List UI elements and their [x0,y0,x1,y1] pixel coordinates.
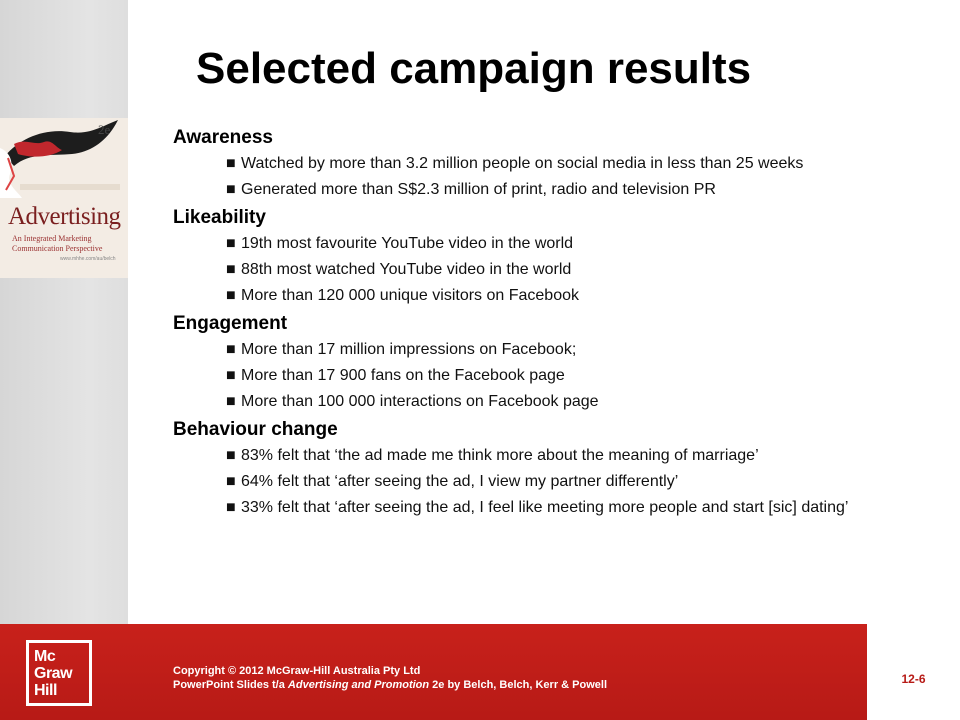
bullet-text: More than 100 000 interactions on Facebook page [241,393,599,410]
list-item [173,473,943,490]
copyright-line: Copyright © 2012 McGraw-Hill Australia Pty Ltd [173,665,421,677]
section-behaviour-change [173,419,943,516]
bullet-marker: ■ [226,499,236,516]
section-heading: Awareness [173,127,273,148]
left-sidebar [0,0,128,624]
section-heading: Behaviour change [173,419,338,440]
list-item [173,341,943,358]
bullet-text: More than 17 900 fans on the Facebook page [241,367,565,384]
bullet-text: 64% felt that ‘after seeing the ad, I view my partner differently’ [241,473,679,490]
slide-title: Selected campaign results [196,44,752,93]
bullet-text: Watched by more than 3.2 million people on social media in less than 25 weeks [241,155,804,172]
list-item [173,499,943,516]
list-item [173,447,943,464]
bullet-list [173,235,943,304]
logo-line: Graw [34,664,73,682]
section-engagement [173,313,943,410]
copyright-text [173,664,607,692]
list-item [173,287,943,304]
bullet-marker: ■ [226,261,236,278]
credits-line [173,678,607,692]
bullet-marker: ■ [226,447,236,464]
page-number: 12-6 [901,672,926,686]
bullet-marker: ■ [226,473,236,490]
book-title: Advertising and Promotion [287,679,430,691]
slide-content [173,127,943,525]
section-likeability [173,207,943,304]
section-heading: Engagement [173,313,288,334]
bullet-list [173,447,943,516]
bullet-text: 83% felt that ‘the ad made me think more about the meaning of marriage’ [241,447,759,464]
bullet-text: Generated more than S$2.3 million of print, radio and television PR [241,181,716,198]
bullet-text: 88th most watched YouTube video in the world [241,261,572,278]
bullet-marker: ■ [226,287,236,304]
bullet-marker: ■ [226,181,236,198]
cover-title: Advertising [8,203,121,230]
cover-edition: 2e [98,122,111,137]
logo-line: Mc [34,647,56,665]
credits-prefix: PowerPoint Slides t/a [173,679,288,691]
list-item [173,235,943,252]
cover-subtitle: An Integrated Marketing Communication Perspective [12,234,103,253]
bullet-marker: ■ [226,155,236,172]
bullet-marker: ■ [226,235,236,252]
bullet-list [173,155,943,198]
bullet-list [173,341,943,410]
bullet-text: 33% felt that ‘after seeing the ad, I feel like meeting more people and start [sic] dating’ [241,499,849,516]
section-awareness [173,127,943,198]
bullet-marker: ■ [226,393,236,410]
list-item [173,261,943,278]
list-item [173,181,943,198]
list-item [173,393,943,410]
cover-artwork [0,118,128,278]
list-item [173,155,943,172]
bullet-text: 19th most favourite YouTube video in the world [241,235,574,252]
book-cover-image [0,118,128,278]
credits-suffix: 2e by Belch, Belch, Kerr & Powell [429,679,608,691]
cover-url: www.mhhe.com/au/belch [60,256,116,262]
bullet-text: More than 120 000 unique visitors on Facebook [241,287,579,304]
bullet-text: More than 17 million impressions on Facebook; [241,341,577,358]
list-item [173,367,943,384]
bullet-marker: ■ [226,367,236,384]
logo-line: Hill [34,681,57,699]
section-heading: Likeability [173,207,266,228]
mcgraw-hill-logo [26,640,92,706]
bullet-marker: ■ [226,341,236,358]
